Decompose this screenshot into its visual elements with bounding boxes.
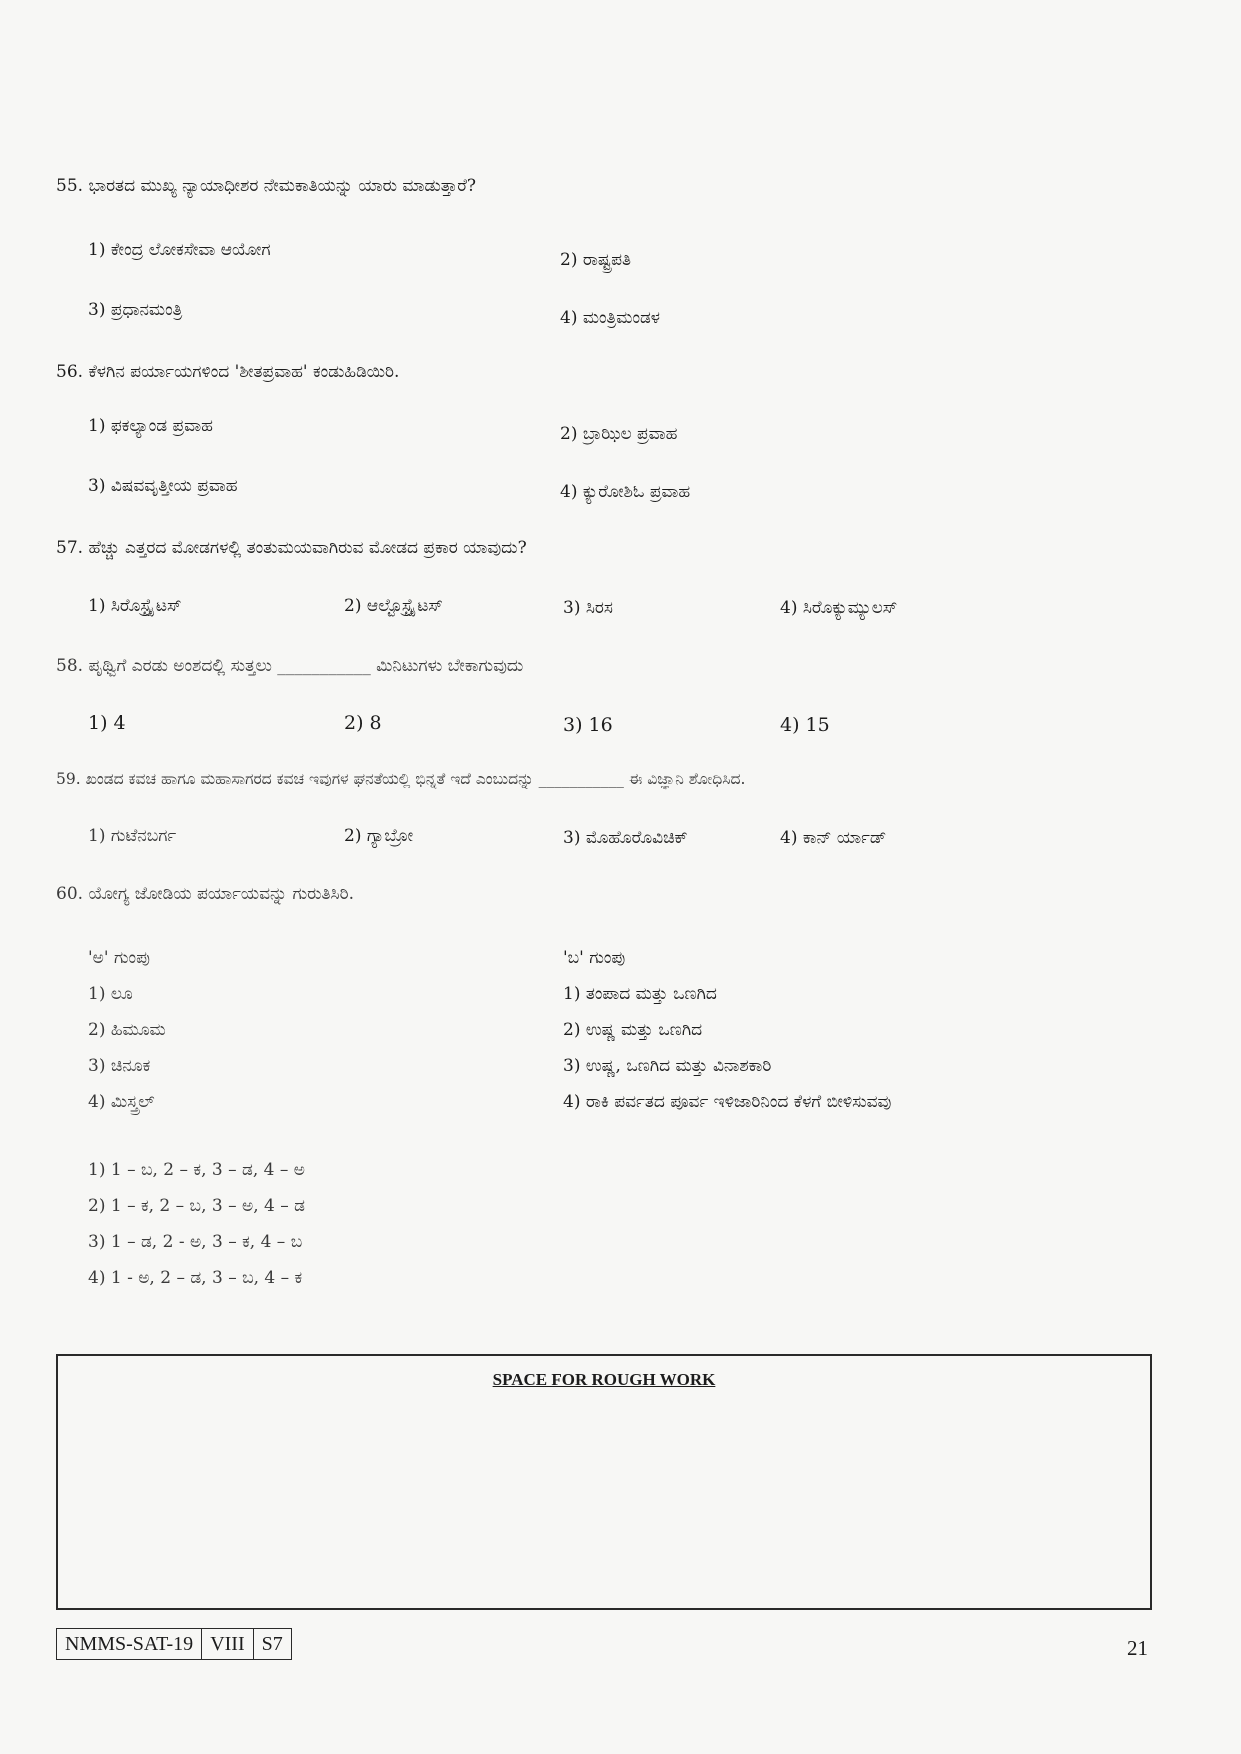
class-code: VIII xyxy=(201,1629,252,1659)
question-text: ಹೆಚ್ಚು ಎತ್ತರದ ಮೋಡಗಳಲ್ಲಿ ತಂತುಮಯವಾಗಿರುವ ಮೋಡದ ಪ್ರಕಾರ ಯಾವುದು? xyxy=(88,538,527,558)
question-number: 60. xyxy=(56,884,84,904)
question-number: 59. xyxy=(56,770,81,788)
group-a-item: 1) ಲೂ xyxy=(88,984,133,1004)
option-59-4[interactable]: 4) ಕಾನ್ ರ್ಯಾಡ್ xyxy=(780,828,887,848)
option-56-4[interactable]: 4) ಕ್ಯುರೋಶಿಓ ಪ್ರವಾಹ xyxy=(560,482,691,502)
option-60-1[interactable]: 1) 1 – ಬ, 2 – ಕ, 3 – ಡ, 4 – ಅ xyxy=(88,1160,305,1180)
option-58-4[interactable]: 4) 15 xyxy=(780,714,830,736)
question-text: ಕೆಳಗಿನ ಪರ್ಯಾಯಗಳಿಂದ 'ಶೀತಪ್ರವಾಹ' ಕಂಡುಹಿಡಿಯಿರಿ. xyxy=(88,362,400,382)
group-b-item: 1) ತಂಪಾದ ಮತ್ತು ಒಣಗಿದ xyxy=(563,984,717,1004)
option-55-1[interactable]: 1) ಕೇಂದ್ರ ಲೋಕಸೇವಾ ಆಯೋಗ xyxy=(88,240,271,260)
option-58-2[interactable]: 2) 8 xyxy=(344,712,382,734)
option-57-2[interactable]: 2) ಆಲ್ಟೊಸ್ಟ್ರೈಟಸ್ xyxy=(344,596,443,616)
question-number: 58. xyxy=(56,656,84,676)
rough-work-title: SPACE FOR ROUGH WORK xyxy=(492,1370,716,1389)
option-56-3[interactable]: 3) ವಿಷವವೃತ್ತೀಯ ಪ್ರವಾಹ xyxy=(88,476,238,496)
option-59-1[interactable]: 1) ಗುಟೆನಬರ್ಗ xyxy=(88,826,177,846)
group-b-item: 2) ಉಷ್ಣ ಮತ್ತು ಒಣಗಿದ xyxy=(563,1020,703,1040)
question-55 xyxy=(56,176,476,196)
question-number: 57. xyxy=(56,538,84,558)
option-59-3[interactable]: 3) ಮೊಹೊರೊವಿಚಿಕ್ xyxy=(563,828,688,848)
option-55-4[interactable]: 4) ಮಂತ್ರಿಮಂಡಳ xyxy=(560,308,661,328)
group-b-title: 'ಬ' ಗುಂಪು xyxy=(563,948,626,968)
question-57 xyxy=(56,538,527,558)
option-57-4[interactable]: 4) ಸಿರೊಕ್ಯುಮ್ಯುಲಸ್ xyxy=(780,598,898,618)
option-56-2[interactable]: 2) ಬ್ರಾಝಿಲ ಪ್ರವಾಹ xyxy=(560,424,678,444)
question-text: ಖಂಡದ ಕವಚ ಹಾಗೂ ಮಹಾಸಾಗರದ ಕವಚ ಇವುಗಳ ಘನತೆಯಲ್ಲಿ ಭಿನ್ನತೆ ಇದೆ ಎಂಬುದನ್ನು ___________ ಈ ವಿಜ್ಞಾನಿ ಶೋಧಿಸಿದ. xyxy=(85,770,746,788)
question-59 xyxy=(56,770,745,789)
option-59-2[interactable]: 2) ಗ್ಯಾಬ್ರೋ xyxy=(344,826,414,846)
group-a-item: 3) ಚಿನೂಕ xyxy=(88,1056,151,1076)
set-code: S7 xyxy=(253,1629,291,1659)
option-58-1[interactable]: 1) 4 xyxy=(88,712,126,734)
option-57-3[interactable]: 3) ಸಿರಸ xyxy=(563,598,613,618)
option-60-2[interactable]: 2) 1 – ಕ, 2 – ಬ, 3 – ಅ, 4 – ಡ xyxy=(88,1196,305,1216)
rough-work-box xyxy=(56,1354,1152,1610)
option-55-2[interactable]: 2) ರಾಷ್ಟ್ರಪತಿ xyxy=(560,250,632,270)
option-58-3[interactable]: 3) 16 xyxy=(563,714,613,736)
group-a-item: 4) ಮಿಸ್ತ್ರಲ್ xyxy=(88,1092,155,1112)
question-number: 56. xyxy=(56,362,84,382)
question-text: ಭಾರತದ ಮುಖ್ಯ ನ್ಯಾಯಾಧೀಶರ ನೇಮಕಾತಿಯನ್ನು ಯಾರು ಮಾಡುತ್ತಾರೆ? xyxy=(88,176,477,196)
question-text: ಯೋಗ್ಯ ಜೋಡಿಯ ಪರ್ಯಾಯವನ್ನು ಗುರುತಿಸಿರಿ. xyxy=(88,884,354,904)
group-a-item: 2) ಹಿಮೂಮ xyxy=(88,1020,166,1040)
paper-code-box xyxy=(56,1628,292,1660)
question-text: ಪೃಥ್ವಿಗೆ ಎರಡು ಅಂಶದಲ್ಲಿ ಸುತ್ತಲು ___________ ಮಿನಿಟುಗಳು ಬೇಕಾಗುವುದು xyxy=(88,656,524,676)
question-56 xyxy=(56,362,399,382)
option-60-4[interactable]: 4) 1 - ಅ, 2 – ಡ, 3 – ಬ, 4 – ಕ xyxy=(88,1268,303,1288)
group-b-item: 4) ರಾಕಿ ಪರ್ವತದ ಪೂರ್ವ ಇಳಿಜಾರಿನಿಂದ ಕೆಳಗೆ ಬೀಳಿಸುವವು xyxy=(563,1092,892,1112)
option-56-1[interactable]: 1) ಫಕಲ್ಯಾಂಡ ಪ್ರವಾಹ xyxy=(88,416,213,436)
question-58 xyxy=(56,656,523,676)
question-60 xyxy=(56,884,354,904)
paper-code: NMMS-SAT-19 xyxy=(65,1633,194,1655)
option-60-3[interactable]: 3) 1 – ಡ, 2 - ಅ, 3 – ಕ, 4 – ಬ xyxy=(88,1232,303,1252)
page-number: 21 xyxy=(1127,1636,1148,1660)
question-number: 55. xyxy=(56,176,84,196)
option-57-1[interactable]: 1) ಸಿರೊಸ್ಟ್ರೈಟಸ್ xyxy=(88,596,182,616)
option-55-3[interactable]: 3) ಪ್ರಧಾನಮಂತ್ರಿ xyxy=(88,300,183,320)
group-b-item: 3) ಉಷ್ಣ, ಒಣಗಿದ ಮತ್ತು ವಿನಾಶಕಾರಿ xyxy=(563,1056,772,1076)
group-a-title: 'ಅ' ಗುಂಪು xyxy=(88,948,150,968)
